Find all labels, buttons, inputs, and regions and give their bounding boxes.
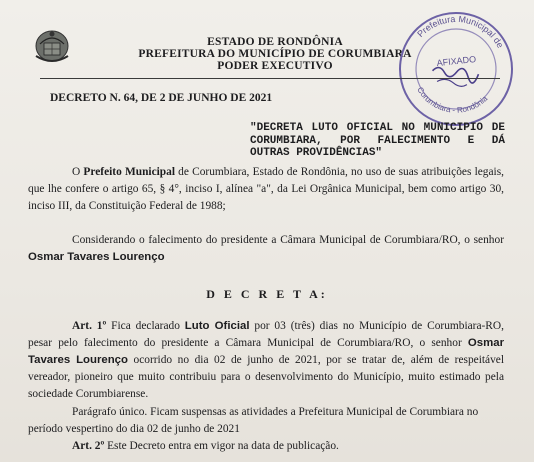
deceased-name: Osmar Tavares Lourenço (28, 251, 165, 263)
article-1: Art. 1º Fica declarado Luto Oficial por 03 (três) dias no Município de Corumbiara-RO, pesar pelo falecimento do presidente a Câmara Municipal de Corumbiara/RO, o senhor Osmar Tavares Lourenço ocorrido no dia 02 de junho de 2021, por se tratar de, além de respeitável vereador, pioneiro que muito contribuiu para o desenvolvimento do Município, muito estimado pela sociedade Corumbiarense. (28, 320, 504, 400)
decree-summary: "DECRETA LUTO OFICIAL NO MUNICIPIO DE CORUMBIARA, POR FALECIMENTO E DÁ OUTRAS PROVIDÊNCIAS" (250, 122, 505, 159)
signature-mark-2 (437, 78, 467, 87)
preamble-paragraph: O Prefeito Municipal de Corumbiara, Estado de Rondônia, no uso de suas atribuições legais, que lhe confere o artigo 65, § 4°, inciso I, alínea "a", da Lei Orgânica Municipal, bem como artigo 30, inciso III, da Constituição Federal de 1988; (28, 166, 504, 212)
sole-paragraph: Parágrafo único. Ficam suspensas as atividades a Prefeitura Municipal de Corumbiara no período vespertino do dia 02 de junho de 2021 (28, 406, 479, 435)
document-header (110, 36, 440, 72)
article-2: Art. 2º Este Decreto entra em vigor na data de publicação. (72, 440, 339, 452)
stamp-center-text: AFIXADO (436, 54, 477, 69)
coat-of-arms-icon (30, 26, 74, 70)
official-stamp (387, 0, 525, 138)
stamp-bottom-text: Corumbiara - Rondônia (415, 85, 490, 115)
header-line-state: ESTADO DE RONDÔNIA (207, 36, 343, 48)
decree-number: DECRETO N. 64, DE 2 DE JUNHO DE 2021 (50, 92, 273, 104)
decreta-heading: D E C R E T A: (206, 287, 328, 301)
header-line-prefecture: PREFEITURA DO MUNICÍPIO DE CORUMBIARA (138, 48, 412, 60)
considerando-paragraph: Considerando o falecimento do presidente a Câmara Municipal de Corumbiara/RO, o senhor Osmar Tavares Lourenço (28, 234, 504, 263)
header-divider (40, 78, 500, 79)
stamp-top-text: Prefeitura Municipal de (415, 13, 506, 50)
header-line-branch: PODER EXECUTIVO (217, 60, 333, 72)
prefeito-label: Prefeito Municipal (83, 166, 175, 178)
